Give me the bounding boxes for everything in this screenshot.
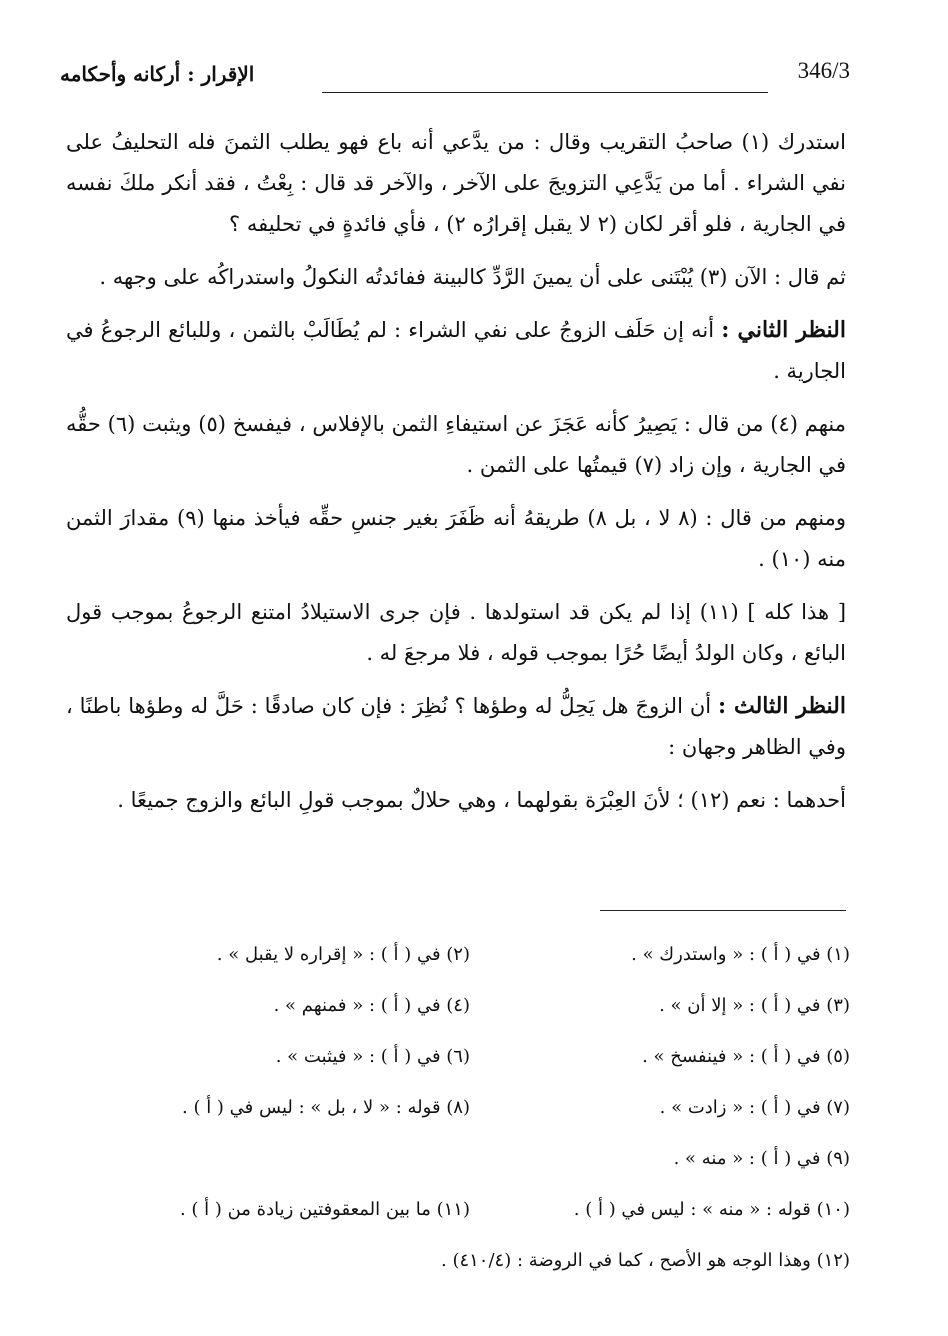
paragraph	[66, 310, 846, 392]
footnote: (١) في ( أ ) : « واستدرك » .	[631, 944, 850, 965]
footnote-row	[130, 1250, 850, 1290]
paragraph-text: ثم قال : الآن (٣) يُبْتَنى على أن يمينَ الرَّدِّ كالبينة ففائدتُه النكولُ واستدراكُه على وجهه .	[99, 265, 846, 289]
running-title: الإقرار : أركانه وأحكامه	[60, 62, 255, 86]
footnote: (٩) في ( أ ) : « منه » .	[673, 1148, 850, 1169]
footnote: (٨) قوله : « لا ، بل » : ليس في ( أ ) .	[182, 1097, 470, 1118]
footnote: (٣) في ( أ ) : « إلا أن » .	[659, 995, 850, 1016]
paragraph-text: منهم (٤) من قال : يَصِيرُ كأنه عَجَزَ عن استيفاءِ الثمن بالإفلاس ، فيفسخ (٥) ويثبت (٦) حقُّه في الجارية ، وإن زاد (٧) قيمتُها على الثمن .	[66, 412, 847, 477]
footnote: (٤) في ( أ ) : « فمنهم » .	[273, 995, 470, 1016]
footnote-row	[130, 995, 850, 1046]
paragraph-text: أنه إن حَلَف الزوجُ على نفي الشراء : لم يُطَالَبْ بالثمن ، وللبائع الرجوعُ في الجارية .	[66, 318, 846, 383]
footnote: (٦) في ( أ ) : « فيثبت » .	[275, 1046, 470, 1067]
footnote: (١١) ما بين المعقوفتين زيادة من ( أ ) .	[179, 1199, 470, 1220]
paragraph	[66, 498, 846, 580]
page-number: 346/3	[797, 58, 850, 83]
footnote-row	[130, 1097, 850, 1148]
running-header	[60, 58, 850, 94]
footnote-row	[130, 1148, 850, 1199]
paragraph	[66, 404, 846, 486]
footnote-separator	[600, 910, 846, 911]
paragraph-text: استدرك (١) صاحبُ التقريب وقال : من يدَّعي أنه باع فهو يطلب الثمنَ فله التحليفُ على نفي الشراء . أما من يَدَّعِي التزويجَ على الآخر ، والآخر قد قال : بِعْتُ ، فقد أنكر ملكَ نفسه في الجارية ، فلو أقر لكان (٢ لا يقبل إقرارُه ٢) ، فأي فائدةٍ في تحليفه ؟	[66, 130, 847, 236]
paragraph-text: ومنهم من قال : (٨ لا ، بل ٨) طريقهُ أنه ظَفَرَ بغير جنسِ حقِّه فيأخذ منها (٩) مقدارَ الثمن منه (١٠) .	[66, 506, 846, 571]
section-heading: النظر الثاني :	[721, 317, 846, 343]
main-text	[66, 122, 846, 831]
footnote-row	[130, 944, 850, 995]
footnote-row	[130, 1046, 850, 1097]
footnote: (٥) في ( أ ) : « فينفسخ » .	[642, 1046, 850, 1067]
footnote: (٧) في ( أ ) : « زادت » .	[659, 1097, 850, 1118]
footnote: (٢) في ( أ ) : « إقراره لا يقبل » .	[216, 944, 470, 965]
footnote: (١٠) قوله : « منه » : ليس في ( أ ) .	[573, 1199, 850, 1220]
footnote-row	[130, 1199, 850, 1250]
paragraph-text: أن الزوجَ هل يَحِلُّ له وطؤها ؟ نُظِرَ : فإن كان صادقًا : حَلَّ له وطؤها باطنًا ، وفي الظاهر وجهان :	[66, 694, 846, 759]
paragraph-text: أحدهما : نعم (١٢) ؛ لأنَ العِبْرَة بقولهما ، وهي حلالٌ بموجب قولِ البائع والزوج جميعًا .	[117, 788, 846, 812]
footnotes	[130, 944, 850, 1290]
paragraph-text: [ هذا كله ] (١١) إذا لم يكن قد استولدها . فإن جرى الاستيلادُ امتنع الرجوعُ بموجب قول البائع ، وكان الولدُ أيضًا حُرًا بموجب قوله ، فلا مرجعَ له .	[66, 600, 847, 665]
footnote: (١٢) وهذا الوجه هو الأصح ، كما في الروضة : (٤١٠/٤) .	[441, 1250, 850, 1271]
paragraph	[66, 257, 846, 298]
header-rule	[322, 92, 768, 93]
paragraph	[66, 122, 846, 245]
paragraph	[66, 780, 846, 821]
paragraph	[66, 592, 846, 674]
paragraph	[66, 686, 846, 768]
section-heading: النظر الثالث :	[717, 693, 846, 719]
